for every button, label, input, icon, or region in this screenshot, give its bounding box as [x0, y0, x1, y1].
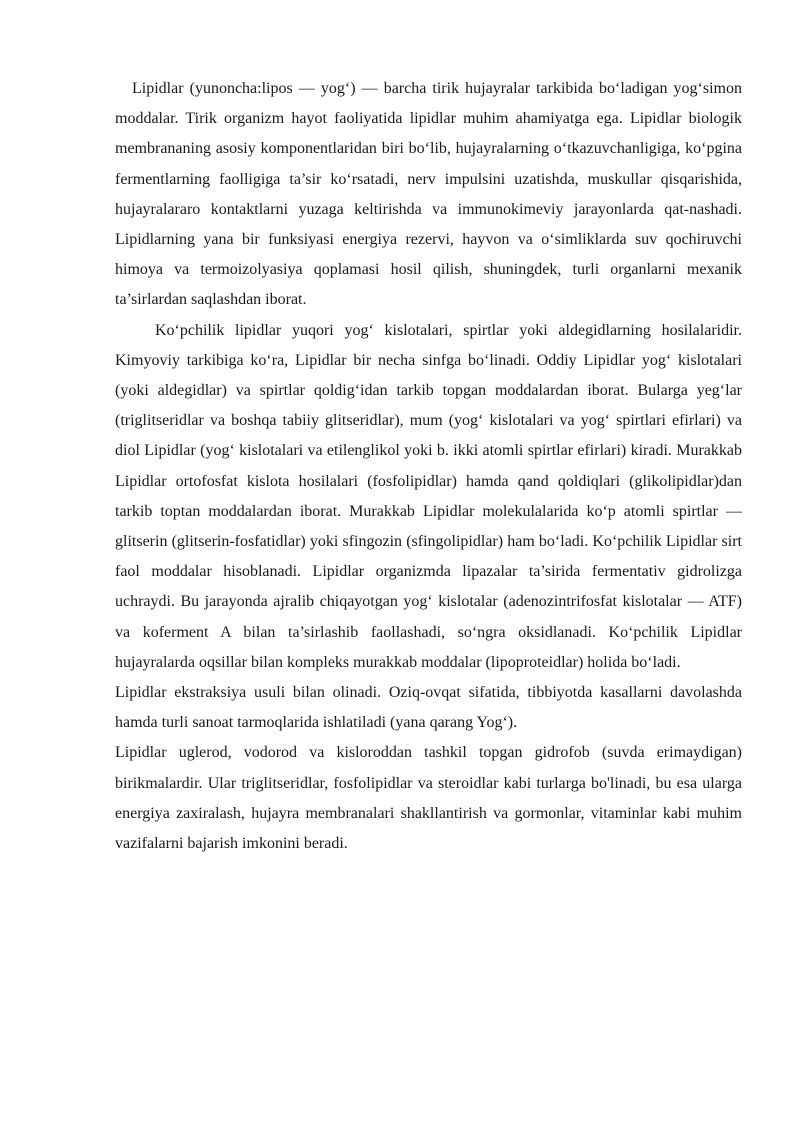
document-page — [115, 74, 742, 859]
paragraph-extraction: Lipidlar ekstraksiya usuli bilan olinadi. Oziq-ovqat sifatida, tibbiyotda kasallarni davolashda hamda turli sanoat tarmoqlarida ishlatiladi (yana qarang Yog‘). — [115, 684, 742, 732]
paragraph-summary: Lipidlar uglerod, vodorod va kisloroddan tashkil topgan gidrofob (suvda erimaydigan) birikmalardir. Ular triglitseridlar, fosfolipidlar va steroidlar kabi turlarga bo'linadi, bu esa ularga energiya zaxiralash, hujayra membranalari shakllantirish va gormonlar, vitaminlar kabi muhim vazifalarni bajarish imkonini beradi. — [115, 744, 742, 853]
paragraph-classification: Ko‘pchilik lipidlar yuqori yog‘ kislotalari, spirtlar yoki aldegidlarning hosilalaridir. Kimyoviy tarkibiga ko‘ra, Lipidlar bir necha sinfga bo‘linadi. Oddiy Lipidlar yog‘ kislotalari (yoki aldegidlar) va spirtlar qoldig‘idan tarkib topgan moddalardan iborat. Bularga yeg‘lar (triglitseridlar va boshqa tabiiy glitseridlar), mum (yog‘ kislotalari va yog‘ spirtlari efirlari) va diol Lipidlar (yog‘ kislotalari va etilenglikol yoki b. ikki atomli spirtlar efirlari) kiradi. Murakkab Lipidlar ortofosfat kislota hosilalari (fosfolipidlar) hamda qand qoldiqlari (glikolipidlar)dan tarkib toptan moddalardan iborat. Murakkab Lipidlar molekulalarida ko‘p atomli spirtlar — glitserin (glitserin-fosfatidlar) yoki sfingozin (sfingolipidlar) ham bo‘ladi. Ko‘pchilik Lipidlar sirt faol moddalar hisoblanadi. Lipidlar organizmda lipazalar ta’sirida fermentativ gidrolizga uchraydi. Bu jarayonda ajralib chiqayotgan yog‘ kislotalar (adenozintrifosfat kislotalar — ATF) va koferment A bilan ta’sirlashib faollashadi, so‘ngra oksidlanadi. Ko‘pchilik Lipidlar hujayralarda oqsillar bilan kompleks murakkab moddalar (lipoproteidlar) holida bo‘ladi. — [115, 321, 742, 671]
paragraph-intro: Lipidlar (yunoncha:lipos — yog‘) — barcha tirik hujayralar tarkibida bo‘ladigan yog‘simon moddalar. Tirik organizm hayot faoliyatida lipidlar muhim ahamiyatga ega. Lipidlar biologik membrananing asosiy komponentlaridan biri bo‘lib, hujayralarning o‘tkazuvchanligiga, ko‘pgina fermentlarning faolligiga ta’sir ko‘rsatadi, nerv impulsini uzatishda, muskullar qisqarishida, hujayralararo kontaktlarni yuzaga keltirishda va immunokimeviy jarayonlarda qat-nashadi. Lipidlarning yana bir funksiyasi energiya rezervi, hayvon va o‘simliklarda suv qochiruvchi himoya va termoizolyasiya qoplamasi hosil qilish, shuningdek, turli organlarni mexanik ta’sirlardan saqlashdan iborat. — [115, 80, 742, 309]
